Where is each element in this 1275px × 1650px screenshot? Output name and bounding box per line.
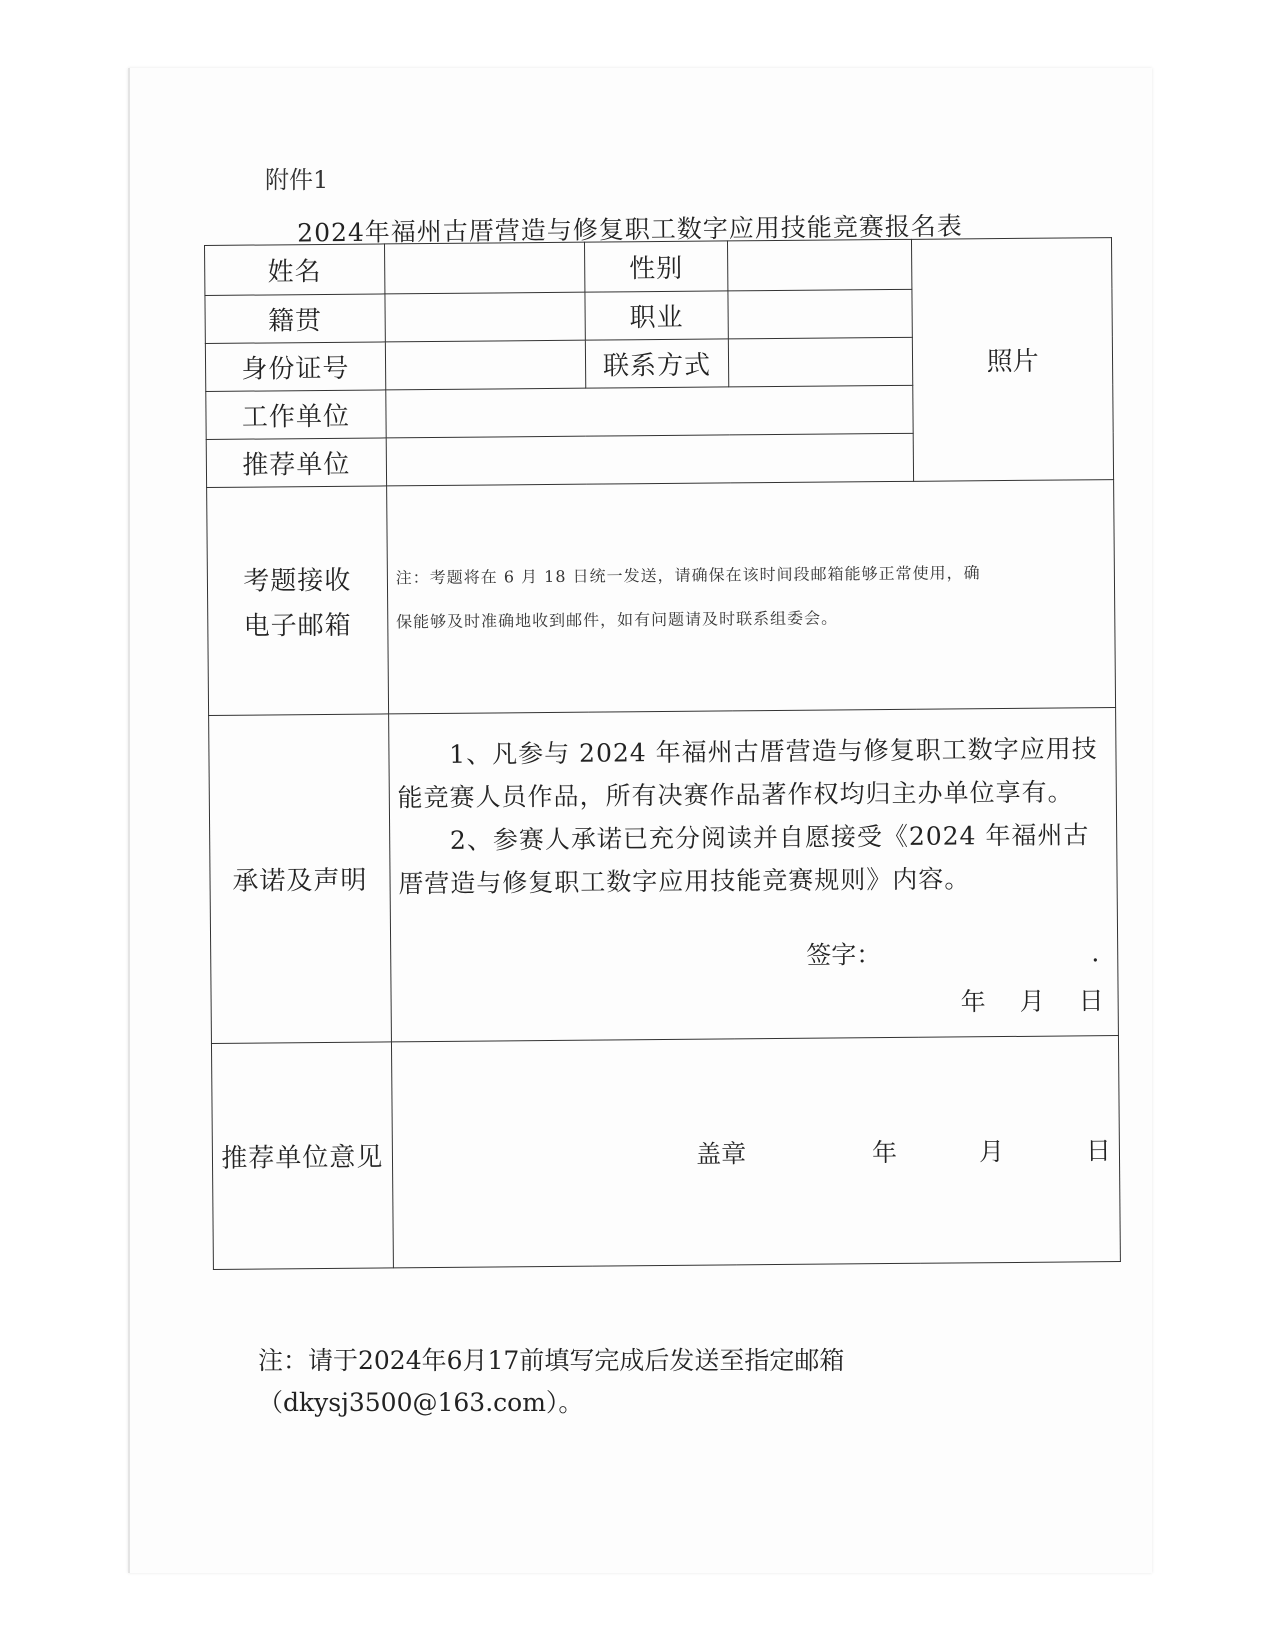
name-label: 姓名 bbox=[205, 244, 385, 296]
table-row bbox=[205, 238, 1112, 296]
signature-label: 签字： bbox=[806, 939, 882, 970]
attachment-label: 附件1 bbox=[265, 166, 329, 194]
seal-month: 月 bbox=[978, 1136, 1005, 1166]
id-number-label: 身份证号 bbox=[205, 342, 385, 392]
seal-year: 年 bbox=[871, 1137, 898, 1167]
footnote bbox=[258, 1340, 844, 1424]
signature-line[interactable] bbox=[399, 933, 1110, 975]
table-row bbox=[211, 1036, 1120, 1270]
opinion-field[interactable] bbox=[391, 1036, 1120, 1268]
email-label-line2: 电子邮箱 bbox=[243, 610, 352, 642]
form-title: 2024年福州古厝营造与修复职工数字应用技能竞赛报名表 bbox=[297, 211, 963, 248]
email-note-line2: 保能够及时准确地收到邮件，如有问题请及时联系组委会。 bbox=[395, 607, 839, 631]
footnote-line2: （dkysj3500@163.com）。 bbox=[258, 1388, 584, 1417]
footnote-line1: 注：请于2024年6月17前填写完成后发送至指定邮箱 bbox=[258, 1346, 845, 1375]
gender-field[interactable] bbox=[728, 239, 912, 291]
contact-field[interactable] bbox=[729, 337, 913, 387]
photo-box[interactable]: 照片 bbox=[912, 238, 1114, 482]
occupation-field[interactable] bbox=[728, 289, 912, 339]
email-field[interactable] bbox=[386, 480, 1115, 714]
contact-label: 联系方式 bbox=[585, 339, 729, 388]
recommend-unit-field[interactable] bbox=[386, 433, 914, 486]
pledge-date-line: 年 月 日 bbox=[960, 985, 1104, 1016]
native-place-label: 籍贯 bbox=[205, 294, 385, 344]
pledge-label: 承诺及声明 bbox=[209, 714, 392, 1044]
gender-label: 性别 bbox=[584, 241, 728, 292]
seal-label: 盖章 bbox=[696, 1138, 747, 1169]
id-number-field[interactable] bbox=[385, 340, 585, 390]
seal-day: 日 bbox=[1085, 1135, 1112, 1165]
email-note-line1: 注：考题将在 6 月 18 日统一发送，请确保在该时间段邮箱能够正常使用，确 bbox=[395, 562, 981, 587]
recommend-unit-label: 推荐单位 bbox=[206, 438, 386, 488]
work-unit-label: 工作单位 bbox=[206, 390, 386, 440]
signature-dot: . bbox=[1091, 937, 1100, 967]
pledge-content bbox=[388, 708, 1118, 1042]
opinion-label: 推荐单位意见 bbox=[211, 1042, 393, 1270]
pledge-item-1: 1、凡参与 2024 年福州古厝营造与修复职工数字应用技能竞赛人员作品，所有决赛作品著作权均归主办单位享有。 bbox=[397, 733, 1098, 812]
occupation-label: 职业 bbox=[584, 291, 728, 340]
pledge-item-2: 2、参赛人承诺已充分阅读并自愿接受《2024 年福州古厝营造与修复职工数字应用技能竞赛规则》内容。 bbox=[398, 819, 1090, 898]
table-row bbox=[207, 480, 1116, 716]
name-field[interactable] bbox=[384, 242, 584, 294]
email-label bbox=[207, 486, 389, 716]
work-unit-field[interactable] bbox=[386, 385, 914, 438]
seal-date-line bbox=[401, 1131, 1112, 1173]
native-place-field[interactable] bbox=[385, 292, 585, 342]
email-label-line1: 考题接收 bbox=[243, 565, 352, 597]
table-row bbox=[209, 708, 1119, 1044]
registration-form-table bbox=[204, 237, 1121, 1270]
